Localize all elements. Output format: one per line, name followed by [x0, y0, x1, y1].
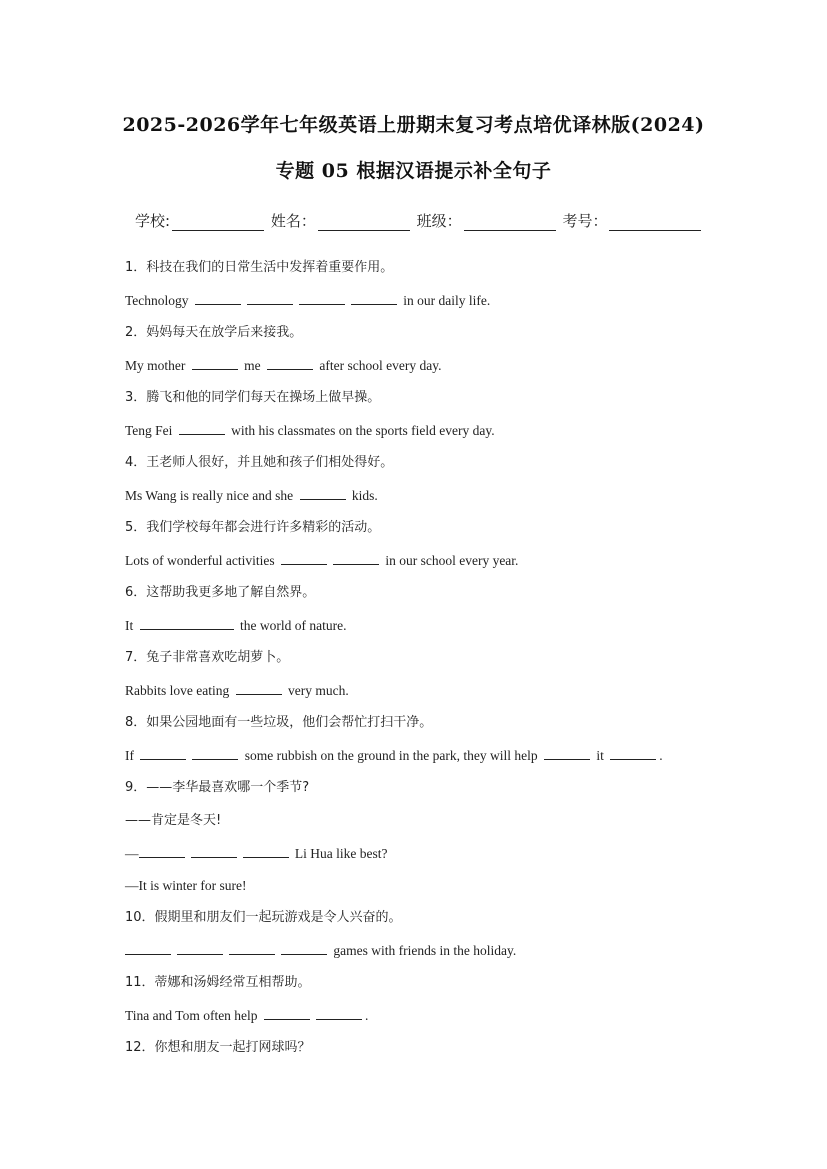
exam-number-label: 考号： [562, 212, 608, 230]
answer-blank[interactable] [610, 747, 656, 760]
question-text: If [125, 748, 134, 763]
question-1-chinese: 1．科技在我们的日常生活中发挥着重要作用。 [125, 260, 394, 275]
question-10-chinese: 10．假期里和朋友们一起玩游戏是令人兴奋的。 [125, 910, 402, 925]
answer-blank[interactable] [140, 747, 186, 760]
answer-blank[interactable] [177, 942, 223, 955]
question-5-chinese: 5．我们学校每年都会进行许多精彩的活动。 [125, 520, 381, 535]
class-label: 班级： [416, 212, 462, 230]
class-blank[interactable] [464, 216, 556, 231]
question-4-chinese: 4．王老师人很好，并且她和孩子们相处得好。 [125, 455, 394, 470]
answer-blank[interactable] [351, 292, 397, 305]
question-1-english [125, 292, 490, 310]
answer-blank[interactable] [299, 292, 345, 305]
answer-blank[interactable] [243, 845, 289, 858]
answer-blank[interactable] [544, 747, 590, 760]
question-12-chinese: 12．你想和朋友一起打网球吗？ [125, 1040, 311, 1055]
question-text: My mother [125, 358, 186, 373]
answer-blank[interactable] [139, 845, 185, 858]
answer-blank[interactable] [192, 357, 238, 370]
question-text: — [125, 846, 139, 861]
question-text: It [125, 618, 134, 633]
question-text: with his classmates on the sports field every day. [231, 423, 495, 438]
answer-blank[interactable] [316, 1007, 362, 1020]
question-2-english [125, 357, 441, 375]
question-7-english [125, 682, 349, 700]
question-text: kids. [351, 488, 378, 503]
answer-blank[interactable] [125, 942, 171, 955]
answer-blank[interactable] [191, 845, 237, 858]
question-text: very much. [287, 683, 349, 698]
question-10-english [125, 942, 516, 960]
question-6-english [125, 617, 346, 635]
question-text: Technology [125, 293, 189, 308]
answer-blank[interactable] [281, 552, 327, 565]
question-7-chinese: 7．兔子非常喜欢吃胡萝卜。 [125, 650, 290, 665]
name-label: 姓名： [270, 212, 316, 230]
question-text: . [659, 748, 663, 763]
answer-blank[interactable] [140, 617, 234, 630]
question-text: Li Hua like best? [294, 846, 388, 861]
question-9-chinese: 9．——李华最喜欢哪一个季节? [125, 780, 310, 795]
answer-blank[interactable] [192, 747, 238, 760]
question-5-english [125, 552, 518, 570]
question-text: me [244, 358, 261, 373]
answer-blank[interactable] [179, 422, 225, 435]
student-info-line [135, 210, 703, 231]
question-text: Ms Wang is really nice and she [125, 488, 294, 503]
question-text: games with friends in the holiday. [333, 943, 517, 958]
question-text: after school every day. [319, 358, 442, 373]
question-4-english [125, 487, 378, 505]
answer-blank[interactable] [236, 682, 282, 695]
question-text: Lots of wonderful activities [125, 553, 275, 568]
question-text: some rubbish on the ground in the park, they will help [244, 748, 538, 763]
question-text: in our daily life. [403, 293, 491, 308]
answer-blank[interactable] [229, 942, 275, 955]
question-text: it [596, 748, 604, 763]
question-text: Teng Fei [125, 423, 173, 438]
question-11-chinese: 11．蒂娜和汤姆经常互相帮助。 [125, 975, 311, 990]
document-subtitle: 专题 05 根据汉语提示补全句子 [275, 160, 552, 182]
name-blank[interactable] [318, 216, 410, 231]
question-text: . [364, 1008, 369, 1023]
document-title: 2025-2026学年七年级英语上册期末复习考点培优译林版(2024) [122, 114, 705, 136]
answer-blank[interactable] [195, 292, 241, 305]
question-text: the world of nature. [240, 618, 347, 633]
question-6-chinese: 6．这帮助我更多地了解自然界。 [125, 585, 316, 600]
question-2-chinese: 2．妈妈每天在放学后来接我。 [125, 325, 303, 340]
question-8-english [125, 747, 663, 765]
question-9-english-answer: —It is winter for sure! [125, 878, 247, 893]
answer-blank[interactable] [267, 357, 313, 370]
question-8-chinese: 8．如果公园地面有一些垃圾，他们会帮忙打扫干净。 [125, 715, 433, 730]
answer-blank[interactable] [333, 552, 379, 565]
question-3-chinese: 3．腾飞和他的同学们每天在操场上做早操。 [125, 390, 381, 405]
question-9-chinese-answer: ——肯定是冬天! [125, 813, 222, 828]
question-text: Tina and Tom often help [125, 1008, 258, 1023]
question-3-english [125, 422, 495, 440]
question-text: Rabbits love eating [125, 683, 230, 698]
answer-blank[interactable] [300, 487, 346, 500]
question-9-english [125, 845, 387, 863]
answer-blank[interactable] [264, 1007, 310, 1020]
answer-blank[interactable] [247, 292, 293, 305]
question-text: in our school every year. [385, 553, 519, 568]
question-11-english [125, 1007, 368, 1025]
answer-blank[interactable] [281, 942, 327, 955]
school-blank[interactable] [172, 216, 264, 231]
school-label: 学校: [135, 212, 171, 230]
exam-number-blank[interactable] [609, 216, 701, 231]
